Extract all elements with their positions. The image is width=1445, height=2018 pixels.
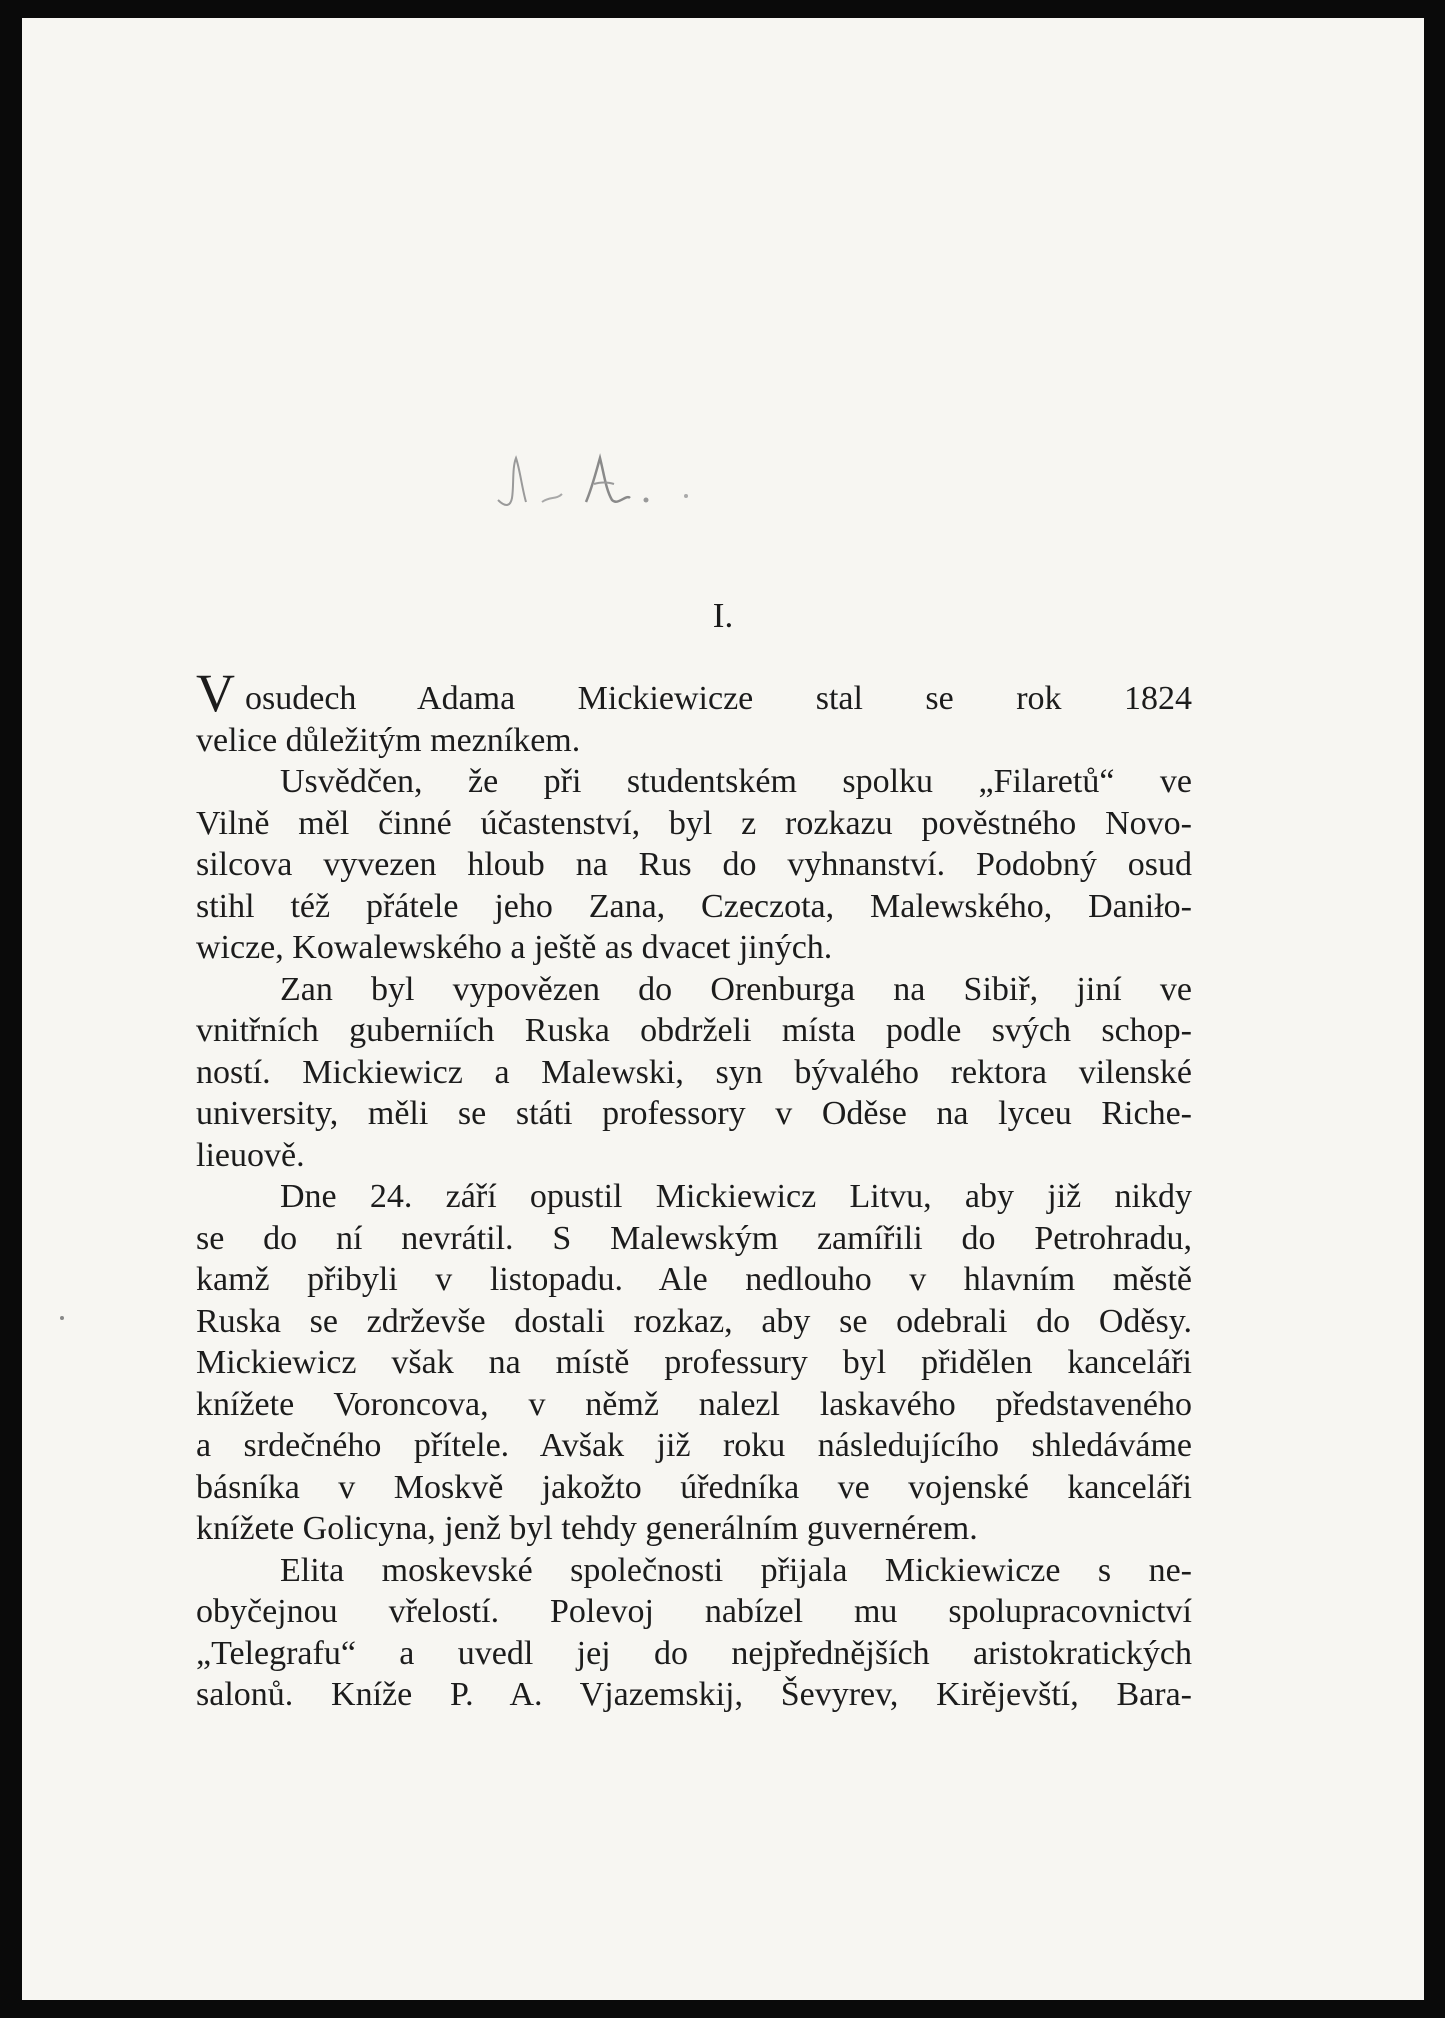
text-line: velice důležitým mezníkem. (196, 721, 581, 759)
text-line: Zan byl vypovězen do Orenburga na Sibiř, jiní ve (280, 970, 1192, 1008)
text-line: Mickiewicz však na místě professury byl přidělen kanceláři (196, 1344, 1192, 1381)
text-line: se do ní nevrátil. S Malewským zamířili do Petrohradu, (196, 1219, 1192, 1257)
text-line: Elita moskevské společnosti přijala Mickiewicze s ne- (280, 1551, 1192, 1589)
text-line: Vosudech Adama Mickiewicze stal se rok 1824 (196, 663, 1192, 723)
text-line: university, měli se státi professory v Oděse na lyceu Riche- (196, 1095, 1192, 1132)
scan-left-border (0, 0, 22, 2018)
paragraph-5 (196, 1550, 1192, 1716)
text-line: stihl též přátele jeho Zana, Czeczota, Malewského, Daniło- (196, 887, 1192, 925)
drop-cap: V (196, 663, 235, 723)
text-line: obyčejnou vřelostí. Polevoj nabízel mu spolupracovnictví (196, 1593, 1192, 1630)
pencil-scribble (490, 428, 770, 528)
text-line: silcova vyvezen hloub na Rus do vyhnanství. Podobný osud (196, 846, 1192, 883)
text-line: Dne 24. září opustil Mickiewicz Litvu, aby již nikdy (280, 1178, 1192, 1215)
text-line: knížete Voroncova, v němž nalezl laskavého představeného (196, 1385, 1192, 1423)
book-page (22, 18, 1424, 2000)
text-line: lieuově. (196, 1136, 305, 1174)
text-line: Ruska se zdrževše dostali rozkaz, aby se odebrali do Oděsy. (196, 1302, 1192, 1340)
text-line: ností. Mickiewicz a Malewski, syn bývalého rektora vilenské (196, 1053, 1192, 1091)
text-line: vnitřních guberniích Ruska obdrželi místa podle svých schop- (196, 1012, 1192, 1049)
scan-speck (60, 1316, 64, 1320)
chapter-heading: I. (712, 596, 734, 635)
text-line: wicze, Kowalewského a ještě as dvacet jiných. (196, 929, 833, 966)
paragraph-1 (196, 663, 1192, 761)
text-line: knížete Golicyna, jenž byl tehdy generálním guvernérem. (196, 1510, 978, 1547)
text-line: básníka v Moskvě jakožto úředníka ve vojenské kanceláři (196, 1468, 1192, 1506)
text-line: Vilně měl činné účastenství, byl z rozkazu pověstného Novo- (196, 804, 1192, 842)
paragraph-4 (196, 1176, 1192, 1550)
paragraph-2 (196, 761, 1192, 969)
body-text (196, 663, 1192, 1716)
text-line: kamž přibyli v listopadu. Ale nedlouho v hlavním městě (196, 1261, 1192, 1298)
text-line: Usvědčen, že při studentském spolku „Filaretů“ ve (280, 763, 1192, 800)
text-line: a srdečného přítele. Avšak již roku následujícího shledáváme (196, 1427, 1192, 1464)
text-line: „Telegrafu“ a uvedl jej do nejpřednějších aristokratických (196, 1634, 1192, 1672)
paragraph-3 (196, 969, 1192, 1177)
text-line: salonů. Kníže P. A. Vjazemskij, Ševyrev, Kirějevští, Bara- (196, 1676, 1192, 1713)
